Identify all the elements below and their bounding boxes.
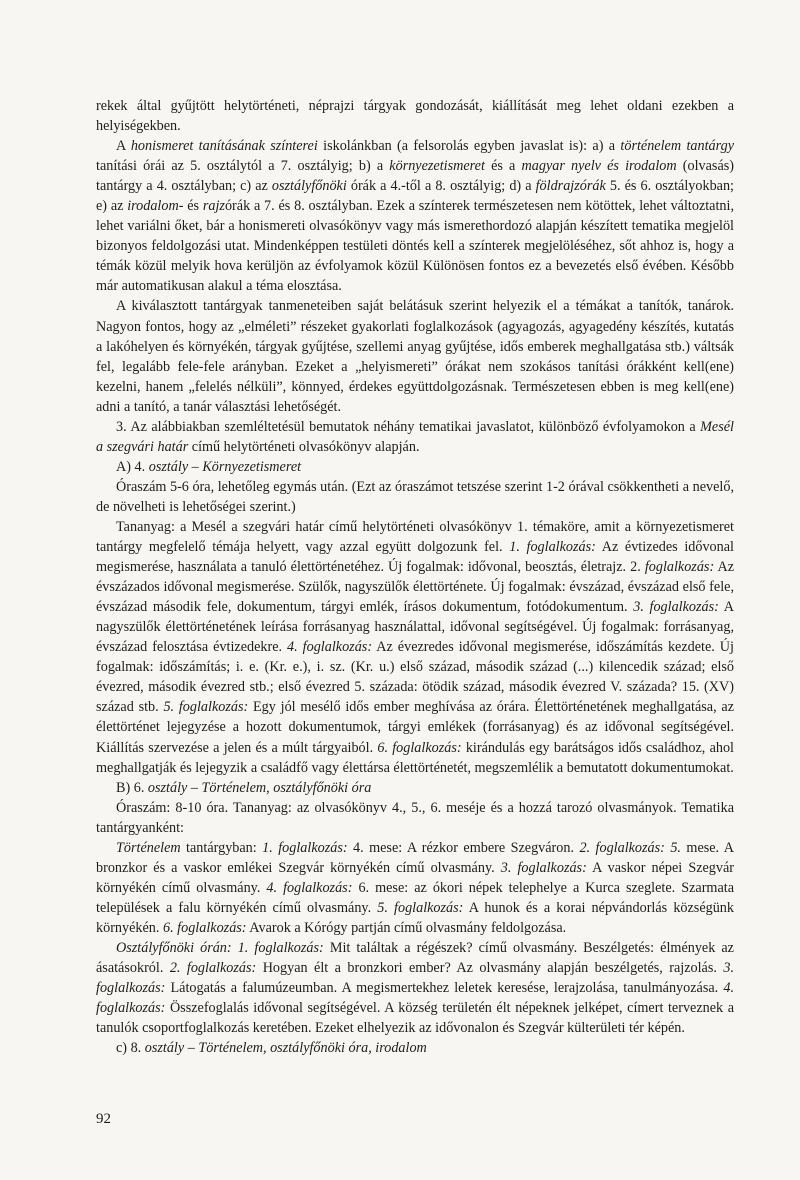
text-run: tanítási órái az 5. osztálytól a 7. osztályig; b) a — [96, 158, 390, 175]
italic-run: 6. foglalkozás: — [162, 919, 247, 936]
text-run: A kiválasztott tantárgyak tanmeneteiben saját belátásuk szerint helyezik el a témákat a tanítók, tanárok. Nagyon fontos, hogy az „elméleti” részeket gyakorlati foglalkozások (agyagozás, agyagedény készítés, kutatás a lakóhelyen és környékén, tárgyak gyűjtése, szellemi anyag gyűjtése, idős emberek meghallgatása stb.) váltsák fel, legalább fele-fele arányban. Ezeket a „helyismereti” órákat nem szokásos tanítási órákként kell(ene) kezelni, hanem „felelés nélküli”, könnyed, érdekes együttdolgozásnak. Természetesen ebben is meg kell(ene) adni a tanító, a tanár választási lehetőségét. — [96, 298, 734, 415]
italic-run: Osztályfőnöki órán: 1. foglalkozás: — [116, 939, 324, 956]
text-run: Tananyag: a Mesél a szegvári határ című helytörténeti olvasókönyv 1. témaköre, amit a környezetismeret tantárgy megfelelő témája helyett, vagy azzal együtt dolgozunk fel. — [96, 518, 734, 556]
italic-run: osztályfőnöki — [271, 178, 347, 195]
text-run: Látogatás a falumúzeumban. A megismertekhez leletek keresése, lerajzolása, tanulmányozása. — [165, 980, 724, 997]
body-text — [96, 96, 734, 1058]
italic-run: rajz — [202, 198, 225, 215]
italic-run: Történelem — [116, 839, 181, 856]
text-run: iskolánkban (a felsorolás egyben javaslat is): a) a — [317, 138, 621, 155]
text-run: Óraszám 5-6 óra, lehetőleg egymás után. (Ezt az óraszámot tetszése szerint 1-2 órával csökkentheti a nevelő, de növelheti is lehetőségei szerint.) — [96, 478, 734, 515]
italic-run: 3. foglalkozás: — [96, 960, 734, 997]
text-run: Avarok a Kórógy partján című olvasmány feldolgozása. — [246, 919, 567, 936]
text-run: c) 8. — [116, 1040, 145, 1057]
text-run: Összefoglalás idővonal segítségével. A község területén élt népeknek jelképet, címert terveznek a tanulók csoportfoglalkozás keretében. Ezeket elhelyezik az idővonalon és Szegvár külterületi tér képén. — [96, 1000, 734, 1037]
text-run: Óraszám: 8-10 óra. Tananyag: az olvasókönyv 4., 5., 6. meséje és a hozzá tarozó olvasmányok. Tematika tantárgyanként: — [96, 799, 734, 836]
italic-run: osztály – Történelem, osztályfőnöki óra, irodalom — [144, 1040, 427, 1057]
italic-run: osztály – Környezetismeret — [148, 458, 302, 475]
italic-run: 2. foglalkozás: 5. — [579, 839, 681, 856]
paragraph — [96, 517, 734, 778]
italic-run: 4. foglalkozás: — [96, 980, 734, 1017]
italic-run: magyar nyelv és irodalom — [521, 158, 677, 175]
italic-run: 5. foglalkozás: — [163, 699, 249, 716]
paragraph — [96, 457, 734, 477]
paragraph — [96, 136, 734, 296]
italic-run: 4. foglalkozás: — [266, 879, 353, 896]
italic-run: osztály – Történelem, osztályfőnöki óra — [147, 779, 372, 796]
italic-run: 4. foglalkozás: — [287, 639, 373, 656]
text-run: 6. mese: az ókori népek telephelye a Kurca szeglete. Szarmata települések a falu környékén című olvasmány. — [96, 879, 735, 916]
italic-run: földrajzórák — [535, 178, 606, 195]
paragraph — [96, 417, 734, 457]
italic-run: környezetismeret — [389, 158, 485, 175]
italic-run: 1. foglalkozás: — [509, 539, 596, 556]
text-run: rekek által gyűjtött helytörténeti, néprajzi tárgyak gondozását, kiállítását meg lehet oldani ezekben a helyiségekben. — [96, 98, 734, 135]
text-run: 5. és 6. osztályokban; e) az — [96, 178, 734, 215]
italic-run: történelem tantárgy — [620, 138, 734, 155]
text-run: kirándulás egy barátságos idős családhoz, ahol meghallgatják és lejegyzik a családfő vagy élettársa élettörténetét, megszemlélik a bemutatott dokumentumokat. — [96, 739, 734, 776]
text-run: 3. Az alábbiakban szemléltetésül bemutatok néhány tematikai javaslatot, különböző évfolyamokon a — [116, 418, 701, 435]
italic-run: 1. foglalkozás: — [262, 839, 348, 856]
italic-run: 5. foglalkozás: — [377, 899, 464, 916]
text-run: Az évezredes idővonal megismerése, időszámítás kezdete. Új fogalmak: időszámítás; i. e. (Kr. e.), i. sz. (Kr. u.) első század, második század (...) kilencedik század; első évezred, második évezred stb.; első évezred 5. százada: ötödik század, második évezred V. százada? 15. (XV) század stb. — [96, 639, 734, 716]
text-run: B) 6. — [116, 779, 148, 796]
text-run: Egy jól mesélő idős ember meghívása az órára. Élettörténetének meghallgatása, az élettörténet lejegyzése a hozott dokumentumok, tárgyi emlékek (forrásanyag) és az idővonal segítségével. Kiállítás szervezése a jelen és a múlt tárgyaiból. — [96, 699, 734, 756]
text-run: és a — [484, 158, 522, 175]
italic-run: 3. foglalkozás: — [633, 599, 719, 616]
text-run: Az évtizedes idővonal megismerése, használata a tanuló élettörténetéhez. Új fogalmak: idővonal, beosztás, életrajz. 2. — [96, 539, 734, 576]
paragraph — [96, 938, 734, 1038]
text-run: órák a 7. és 8. osztályban. Ezek a színterek természetesen nem kötöttek, lehet változtatni, lehet variálni őket, bár a honismereti olvasókönyv vagy más ismerethordozó alapján készített tematika megjelöl bizonyos feldolgozási utat. Mindenképpen testületi döntés kell a színterek megjelöléséhez, sőt ahhoz is, hogy a témák közül melyik hova kerüljön az évfolyamok közül Különösen fontos ez a bevezetés első évében. Később már automatikusan alakul a téma elosztása. — [96, 198, 735, 295]
paragraph — [96, 96, 734, 136]
text-run: 4. mese: A rézkor embere Szegváron. — [347, 839, 580, 856]
text-run: (olvasás) tantárgy a 4. osztályban; c) az — [96, 158, 734, 195]
text-run: Hogyan élt a bronzkori ember? Az olvasmány alapján beszélgetés, rajzolás. — [256, 960, 724, 977]
text-run: és — [183, 198, 203, 215]
paragraph — [96, 477, 734, 517]
text-run: tantárgyban: — [180, 839, 263, 856]
text-run: Mit találtak a régészek? című olvasmány. Beszélgetés: élmények az ásatásokról. — [96, 939, 734, 977]
italic-run: 3. foglalkozás: — [500, 859, 587, 876]
text-run: című helytörténeti olvasókönyv alapján. — [188, 438, 420, 455]
italic-run: 2. foglalkozás: — [169, 960, 257, 977]
paragraph — [96, 296, 734, 416]
page-number: 92 — [96, 1111, 111, 1127]
text-run: mese. A bronzkor és a vaskor emlékei Szegvár környékén című olvasmány. — [96, 839, 734, 876]
text-run: A hunok és a korai népvándorlás községünk környékén. — [96, 899, 734, 936]
italic-run: honismeret tanításának színterei — [130, 138, 318, 155]
italic-run: 6. foglalkozás: — [377, 739, 462, 756]
paragraph — [96, 1038, 734, 1058]
paragraph — [96, 838, 734, 938]
text-run: A — [116, 138, 131, 155]
text-run: A vaskor népei Szegvár környékén című olvasmány. — [96, 859, 735, 896]
italic-run: foglalkozás: — [644, 559, 715, 576]
text-run: Az évszázados idővonal megismerése. Szülők, nagyszülők élettörténete. Új fogalmak: évszázad, évszázad első fele, évszázad második fele, dokumentum, tárgyi emlék, írásos dokumentum, fotódokumentum. — [96, 559, 734, 616]
italic-run: Mesél a szegvári határ — [96, 418, 734, 455]
paragraph — [96, 778, 734, 798]
text-run: A) 4. — [116, 458, 149, 475]
italic-run: irodalom- — [127, 198, 184, 215]
paragraph — [96, 798, 734, 838]
text-run: A nagyszülők élettörténetének leírása forrásanyag használattal, idővonal segítségével. Új fogalmak: forrásanyag, évszázad felosztása évtizedekre. — [96, 599, 734, 656]
text-run: órák a 4.-től a 8. osztályig; d) a — [346, 178, 536, 195]
